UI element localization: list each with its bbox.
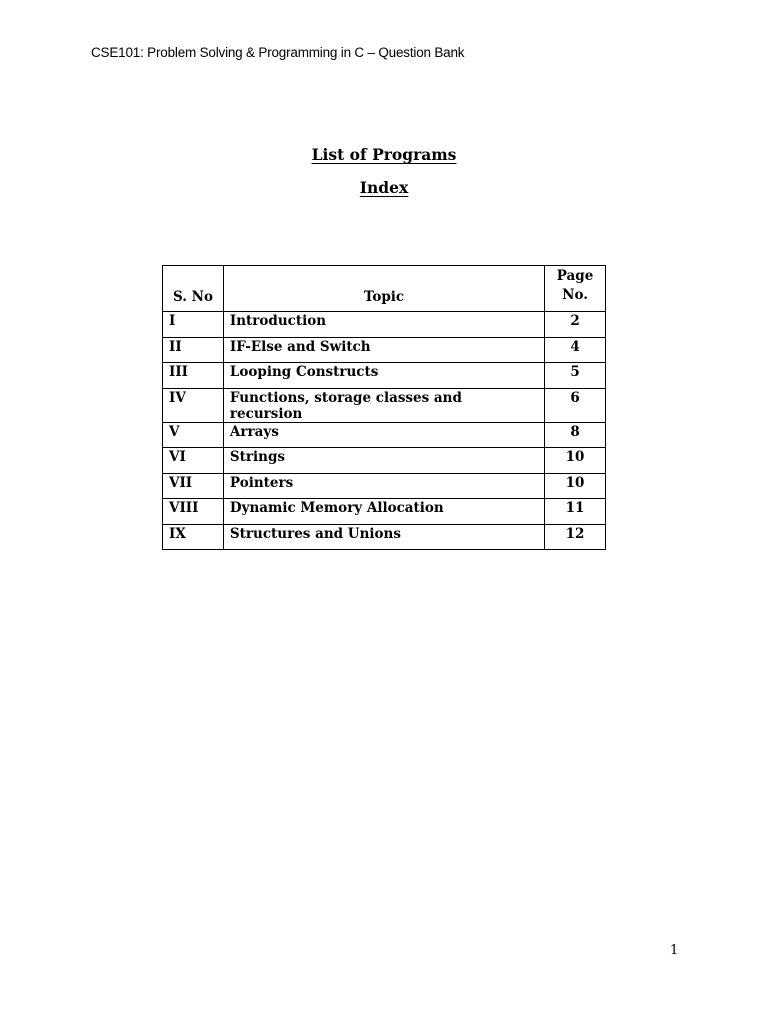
row-sno: IV (163, 388, 224, 422)
page-subtitle: Index (359, 178, 409, 197)
row-topic: Looping Constructs (223, 363, 544, 389)
running-header: CSE101: Problem Solving & Programming in C – Question Bank (91, 45, 465, 60)
table-row (163, 448, 606, 474)
page-number: 1 (670, 943, 679, 958)
row-topic: Introduction (223, 312, 544, 338)
row-sno: VIII (163, 499, 224, 525)
row-sno: V (163, 422, 224, 448)
table-row (163, 388, 606, 422)
row-page: 12 (545, 524, 606, 550)
row-sno: II (163, 337, 224, 363)
row-sno: IX (163, 524, 224, 550)
row-topic: IF-Else and Switch (223, 337, 544, 363)
row-sno: I (163, 312, 224, 338)
row-sno: III (163, 363, 224, 389)
page-title: List of Programs (311, 145, 457, 164)
table-row (163, 312, 606, 338)
row-page: 10 (545, 473, 606, 499)
row-page: 11 (545, 499, 606, 525)
row-page: 6 (545, 388, 606, 422)
row-page: 2 (545, 312, 606, 338)
table-row (163, 524, 606, 550)
row-sno: VI (163, 448, 224, 474)
table-row (163, 422, 606, 448)
row-page: 10 (545, 448, 606, 474)
header-page-line2: No. (562, 287, 588, 303)
row-page: 4 (545, 337, 606, 363)
table-row (163, 499, 606, 525)
row-page: 8 (545, 422, 606, 448)
row-topic: Structures and Unions (223, 524, 544, 550)
header-page-line1: Page (556, 268, 594, 284)
index-table (162, 265, 606, 550)
row-page: 5 (545, 363, 606, 389)
row-topic: Dynamic Memory Allocation (223, 499, 544, 525)
row-topic: Functions, storage classes and recursion (223, 388, 544, 422)
header-page-no (545, 266, 606, 312)
header-sno: S. No (163, 266, 224, 312)
table-row (163, 337, 606, 363)
table-row (163, 363, 606, 389)
table-row (163, 473, 606, 499)
row-topic: Arrays (223, 422, 544, 448)
table-header-row (163, 266, 606, 312)
row-topic: Pointers (223, 473, 544, 499)
row-topic: Strings (223, 448, 544, 474)
header-topic: Topic (223, 266, 544, 312)
row-sno: VII (163, 473, 224, 499)
